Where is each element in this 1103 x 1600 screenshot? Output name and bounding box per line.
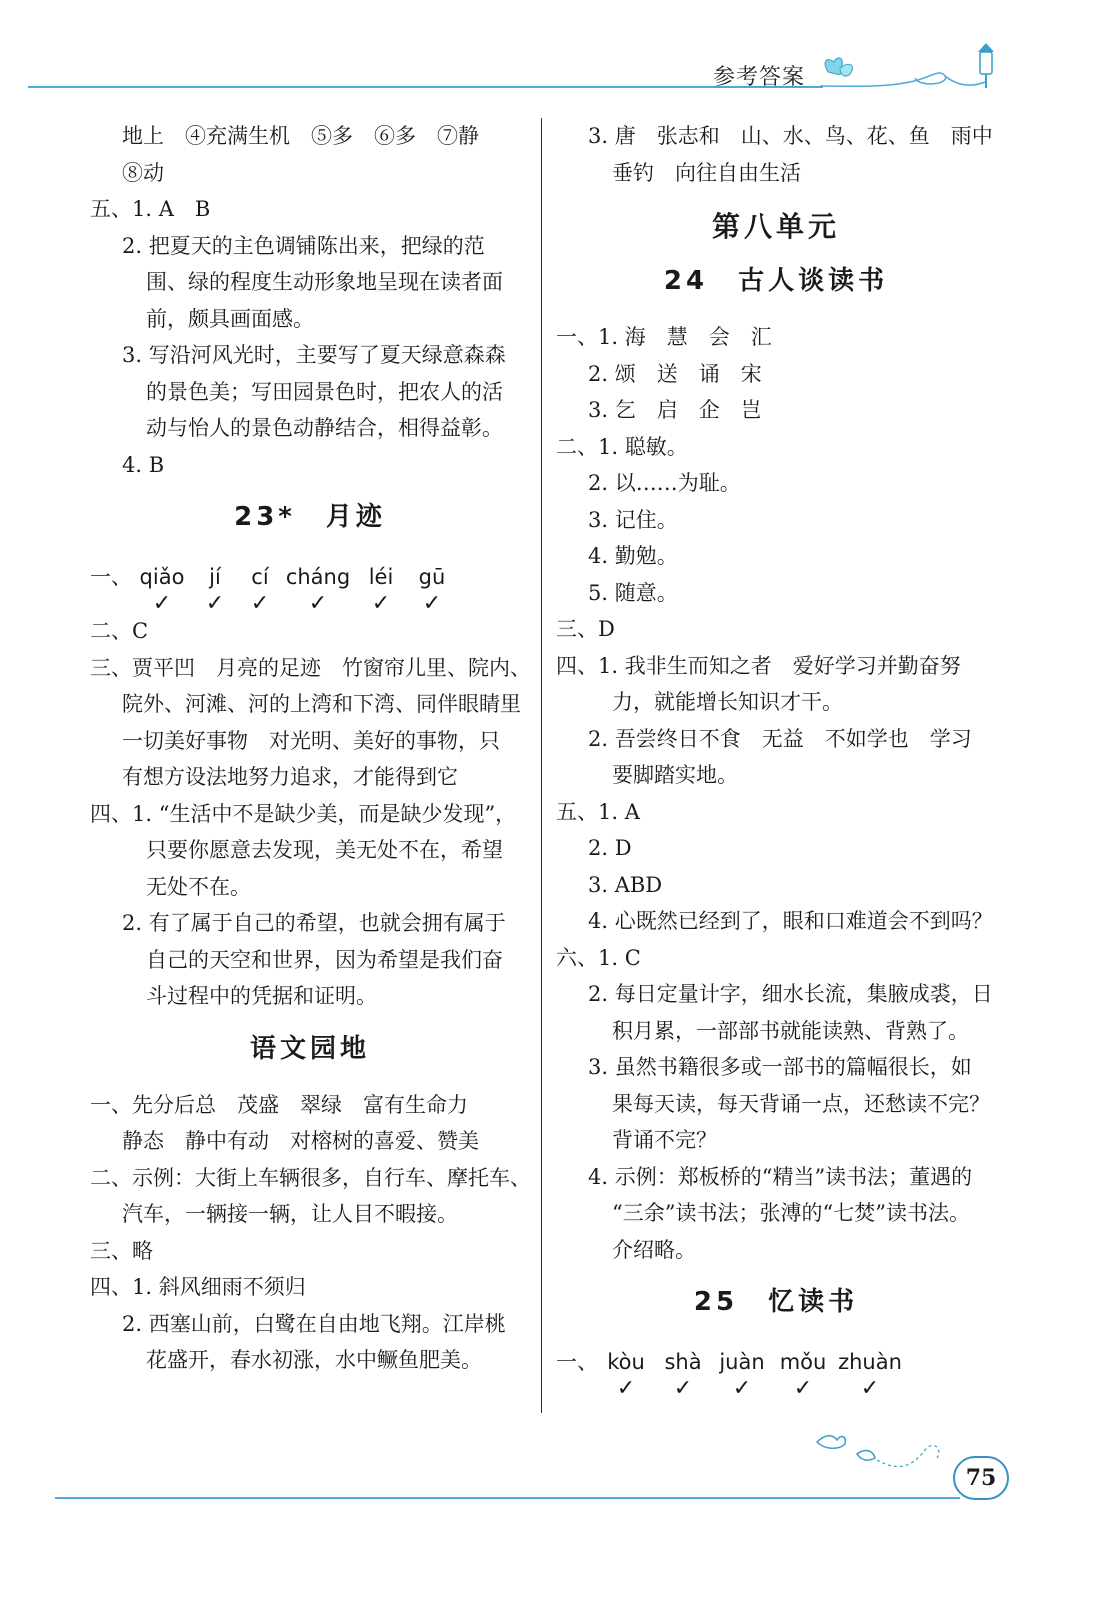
unit-title: 第八单元 — [711, 210, 840, 243]
answer-line: 4. 示例：郑板桥的“精当”读书法；董遇的 — [588, 1164, 973, 1189]
answer-line: 动与怡人的景色动静结合，相得益彰。 — [146, 416, 503, 440]
pinyin-row-23 — [90, 555, 530, 616]
section-title-25: 25 忆读书 — [693, 1287, 859, 1317]
pinyin-item — [282, 559, 354, 616]
pinyin-item — [192, 559, 238, 616]
pinyin-text: jí — [209, 565, 221, 589]
pinyin-text: shà — [664, 1350, 702, 1374]
pinyin-text: gū — [418, 565, 446, 589]
answer-line: ⑧动 — [122, 160, 164, 185]
pinyin-text: juàn — [719, 1350, 765, 1374]
answer-line: 3. 乞 启 企 岂 — [588, 398, 762, 422]
left-column — [90, 118, 530, 1379]
answer-line: “三余”读书法；张溥的“七焚”读书法。 — [612, 1201, 970, 1225]
answer-line: 积月累，一部部书就能读熟、背熟了。 — [612, 1018, 969, 1043]
check-mark-icon: ✓ — [371, 591, 391, 616]
bird-trail-decoration-icon — [815, 1430, 955, 1490]
answer-line: 自己的天空和世界，因为希望是我们奋 — [146, 947, 503, 972]
check-mark-icon: ✓ — [860, 1376, 880, 1401]
pinyin-item — [598, 1344, 654, 1401]
answer-line: 无处不在。 — [146, 874, 251, 899]
column-divider — [541, 118, 542, 1413]
pinyin-item — [654, 1344, 712, 1401]
answer-line: 只要你愿意去发现，美无处不在，希望 — [146, 838, 503, 862]
answer-line: 四、1. 我非生而知之者 爱好学习并勤奋努 — [556, 653, 961, 678]
section-title-23: 23* 月迹 — [234, 502, 386, 532]
answer-line: 2. 把夏天的主色调铺陈出来，把绿的范 — [122, 233, 485, 258]
answer-line: 斗过程中的凭据和证明。 — [146, 984, 377, 1008]
answer-line: 汽车，一辆接一辆，让人目不暇接。 — [122, 1202, 458, 1226]
pinyin-text: cháng — [285, 565, 351, 589]
check-mark-icon: ✓ — [250, 591, 270, 616]
answer-line: 一切美好事物 对光明、美好的事物，只 — [122, 728, 500, 753]
answer-line: 院外、河滩、河的上湾和下湾、同伴眼睛里 — [122, 692, 521, 716]
answer-line: 5. 随意。 — [588, 580, 678, 605]
pinyin-item — [834, 1344, 906, 1401]
answer-line: 3. 写沿河风光时，主要写了夏天绿意森森 — [122, 343, 506, 367]
answer-line: 地上 ④充满生机 ⑤多 ⑥多 ⑦静 — [122, 124, 479, 148]
answer-line: 静态 静中有动 对榕树的喜爱、赞美 — [122, 1129, 479, 1153]
section-title-24: 24 古人谈读书 — [663, 266, 889, 296]
answer-line: 二、C — [90, 619, 149, 643]
answer-line: 要脚踏实地。 — [612, 763, 738, 787]
pinyin-item — [132, 559, 192, 616]
pinyin-row-25 — [556, 1340, 996, 1401]
answer-line: 三、略 — [90, 1238, 153, 1263]
answer-line: 四、1. “生活中不是缺少美，而是缺少发现”， — [90, 801, 517, 826]
answer-line: 4. 勤勉。 — [588, 544, 678, 568]
answer-line: 三、D — [556, 617, 615, 641]
answer-line: 2. 吾尝终日不食 无益 不如学也 学习 — [588, 726, 972, 751]
pinyin-item — [712, 1344, 772, 1401]
check-mark-icon: ✓ — [152, 591, 172, 616]
check-mark-icon: ✓ — [793, 1376, 813, 1401]
pinyin-item — [354, 559, 408, 616]
left-lines-a — [90, 118, 530, 483]
answer-line: 4. 心既然已经到了，眼和口难道会不到吗？ — [588, 909, 993, 933]
pinyin-item — [408, 559, 456, 616]
butterfly-lamp-decoration-icon — [820, 38, 1010, 98]
answer-line: 2. D — [588, 836, 632, 860]
pinyin-prefix: 一、 — [556, 1350, 598, 1374]
answer-line: 垂钓 向往自由生活 — [612, 160, 801, 185]
pinyin-text: mǒu — [779, 1350, 827, 1374]
answer-line: 2. 每日定量计字，细水长流，集腋成裘，日 — [588, 982, 993, 1006]
pinyin-prefix: 一、 — [90, 565, 132, 589]
answer-line: 二、示例：大街上车辆很多，自行车、摩托车、 — [90, 1165, 531, 1190]
answer-line: 果每天读，每天背诵一点，还愁读不完？ — [612, 1091, 990, 1116]
answer-line: 力，就能增长知识才干。 — [612, 690, 843, 714]
answer-line: 2. 有了属于自己的希望，也就会拥有属于 — [122, 911, 506, 935]
answer-line: 背诵不完？ — [612, 1128, 717, 1152]
answer-line: 六、1. C — [556, 945, 641, 970]
check-mark-icon: ✓ — [422, 591, 442, 616]
answer-line: 三、贾平凹 月亮的足迹 竹窗帘儿里、院内、 — [90, 655, 531, 680]
answer-line: 2. 颂 送 诵 宋 — [588, 361, 762, 386]
answer-line: 介绍略。 — [612, 1237, 696, 1262]
check-mark-icon: ✓ — [205, 591, 225, 616]
pinyin-text: zhuàn — [838, 1350, 902, 1374]
answer-line: 3. 记住。 — [588, 507, 678, 532]
pinyin-text: léi — [368, 565, 394, 589]
answer-line: 五、1. A — [556, 799, 640, 824]
answer-line: 二、1. 聪敏。 — [556, 434, 688, 459]
answer-line: 花盛开，春水初涨，水中鳜鱼肥美。 — [146, 1348, 482, 1372]
answer-line: 有想方设法地努力追求，才能得到它 — [122, 765, 458, 789]
page-number: 75 — [953, 1456, 1009, 1500]
answer-line: 的景色美；写田园景色时，把农人的活 — [146, 379, 503, 404]
answer-line: 2. 以……为耻。 — [588, 471, 741, 495]
answer-line: 一、1. 海 慧 会 汇 — [556, 325, 772, 349]
header-title: 参考答案 — [713, 65, 806, 90]
answer-line: 4. B — [122, 452, 165, 477]
left-lines-b — [90, 613, 530, 1015]
right-lines-a — [556, 118, 996, 191]
pinyin-item — [772, 1344, 834, 1401]
answer-line: 3. ABD — [588, 872, 663, 897]
check-mark-icon: ✓ — [732, 1376, 752, 1401]
check-mark-icon: ✓ — [673, 1376, 693, 1401]
answer-line: 四、1. 斜风细雨不须归 — [90, 1275, 306, 1299]
answer-line: 围、绿的程度生动形象地呈现在读者面 — [146, 270, 503, 294]
left-lines-c — [90, 1087, 530, 1379]
answer-line: 前，颇具画面感。 — [146, 306, 314, 331]
answer-line: 一、先分后总 茂盛 翠绿 富有生命力 — [90, 1092, 468, 1117]
header-rule — [28, 86, 823, 88]
pinyin-text: cí — [251, 565, 269, 589]
footer-rule — [55, 1497, 960, 1499]
pinyin-item — [238, 559, 282, 616]
answer-line: 3. 虽然书籍很多或一部书的篇幅很长，如 — [588, 1055, 972, 1079]
check-mark-icon: ✓ — [308, 591, 328, 616]
answer-line: 2. 西塞山前，白鹭在自由地飞翔。江岸桃 — [122, 1311, 506, 1336]
answer-line: 五、1. A B — [90, 197, 211, 221]
pinyin-text: kòu — [607, 1350, 645, 1374]
right-lines-b — [556, 319, 996, 1268]
answer-line: 3. 唐 张志和 山、水、鸟、花、鱼 雨中 — [588, 124, 993, 148]
pinyin-text: qiǎo — [139, 565, 185, 589]
right-column — [556, 118, 996, 1401]
check-mark-icon: ✓ — [616, 1376, 636, 1401]
section-title-yuwen: 语文园地 — [249, 1033, 370, 1064]
